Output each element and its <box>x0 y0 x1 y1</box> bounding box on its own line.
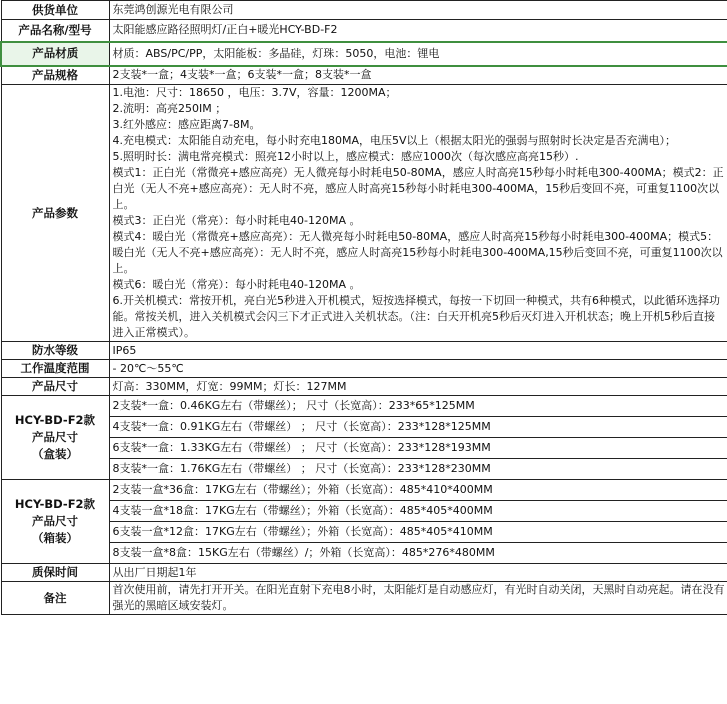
remarks-value: 首次使用前，请先打开开关。在阳光直射下充电8小时，太阳能灯是自动感应灯，有光时自动关闭，天黑时自动亮起。请在没有强光的黑暗区域安装灯。 <box>109 582 727 615</box>
box-item: 8支装*一盒：1.76KG左右（带螺丝） ； 尺寸（长宽高）：233*128*230MM <box>109 459 727 480</box>
box-label <box>1 396 109 480</box>
row-size <box>1 378 727 396</box>
box-label-line: （盒装） <box>32 447 78 461</box>
material-label: 产品材质 <box>1 42 109 66</box>
row-carton <box>1 501 727 522</box>
model-value: 太阳能感应路径照明灯/正白+暖光HCY-BD-F2 <box>109 20 727 42</box>
row-waterproof <box>1 342 727 360</box>
row-carton <box>1 543 727 564</box>
spec-label: 产品规格 <box>1 66 109 85</box>
waterproof-label: 防水等级 <box>1 342 109 360</box>
carton-label-line: （箱装） <box>32 531 78 545</box>
row-box <box>1 459 727 480</box>
params-value <box>109 85 727 342</box>
box-item: 2支装*一盒：0.46KG左右（带螺丝）； 尺寸（长宽高）：233*65*125MM <box>109 396 727 417</box>
carton-item: 4支装一盒*18盒：17KG左右（带螺丝）；外箱（长宽高）：485*405*400MM <box>109 501 727 522</box>
material-value: 材质：ABS/PC/PP，太阳能板：多晶硅，灯珠：5050，电池：锂电 <box>109 42 727 66</box>
box-label-line: HCY-BD-F2款 <box>14 413 96 427</box>
param-line: 3.红外感应：感应距离7-8M。 <box>112 118 261 131</box>
size-label: 产品尺寸 <box>1 378 109 396</box>
row-params <box>1 85 727 342</box>
row-supplier <box>1 1 727 20</box>
param-line: 4.充电模式：太阳能自动充电，每小时充电180MA，电压5V以上（根据太阳光的强弱与照射时长决定是否充满电）； <box>112 134 677 147</box>
supplier-label: 供货单位 <box>1 1 109 20</box>
param-line: 2.流明：高亮250IM ； <box>112 102 227 115</box>
model-label: 产品名称/型号 <box>1 20 109 42</box>
params-label: 产品参数 <box>1 85 109 342</box>
temperature-value: - 20℃～55℃ <box>109 360 727 378</box>
param-line: 模式4：暖白光（常微亮+感应高亮）：无人微亮每小时耗电50-80MA，感应人时高亮15秒每小时耗电300-400MA；模式5：暖白光（无人不亮+感应高亮）：无人时不亮，感应人时高亮15秒每小时耗电300-400MA,15秒后变回不亮，可重复1100次以上。 <box>112 230 723 275</box>
row-spec <box>1 66 727 85</box>
size-value: 灯高：330MM，灯宽：99MM；灯长：127MM <box>109 378 727 396</box>
carton-item: 8支装一盒*8盒：15KG左右（带螺丝）/；外箱（长宽高）：485*276*480MM <box>109 543 727 564</box>
spec-value: 2支装*一盒；4支装*一盒；6支装*一盒；8支装*一盒 <box>109 66 727 85</box>
row-box <box>1 438 727 459</box>
carton-label <box>1 480 109 564</box>
row-box <box>1 396 727 417</box>
box-label-line: 产品尺寸 <box>32 430 78 444</box>
row-temperature <box>1 360 727 378</box>
box-item: 6支装*一盒：1.33KG左右（带螺丝） ； 尺寸（长宽高）：233*128*193MM <box>109 438 727 459</box>
row-material <box>1 42 727 66</box>
row-box <box>1 417 727 438</box>
row-warranty <box>1 564 727 582</box>
param-line: 模式6：暖白光（常亮）：每小时耗电40-120MA 。 <box>112 278 361 291</box>
warranty-label: 质保时间 <box>1 564 109 582</box>
param-line: 模式3：正白光（常亮）：每小时耗电40-120MA 。 <box>112 214 361 227</box>
row-carton <box>1 480 727 501</box>
param-line: 6.开关机模式：常按开机，亮白光5秒进入开机模式，短按选择模式，每按一下切回一种模式，共有6种模式，以此循环选择功能。常按关机，进入关机模式会闪三下才正式进入关机状态。（注：白天开机亮5秒后灭灯进入开机状态；晚上开机5秒后直接进入正常模式）。 <box>112 294 720 339</box>
supplier-value: 东莞鸿创源光电有限公司 <box>109 1 727 20</box>
carton-item: 6支装一盒*12盒：17KG左右（带螺丝）；外箱（长宽高）：485*405*410MM <box>109 522 727 543</box>
box-item: 4支装*一盒：0.91KG左右（带螺丝） ； 尺寸（长宽高）：233*128*125MM <box>109 417 727 438</box>
row-carton <box>1 522 727 543</box>
carton-label-line: 产品尺寸 <box>32 514 78 528</box>
param-line: 模式1：正白光（常微亮+感应高亮）无人微亮每小时耗电50-80MA，感应人时高亮15秒每小时耗电300-400MA；模式2：正白光（无人不亮+感应高亮）：无人时不亮，感应人时高亮15秒每小时耗电300-400MA，15秒后变回不亮，可重复1100次以上。 <box>112 166 724 211</box>
carton-item: 2支装一盒*36盒：17KG左右（带螺丝）；外箱（长宽高）：485*410*400MM <box>109 480 727 501</box>
waterproof-value: IP65 <box>109 342 727 360</box>
warranty-value: 从出厂日期起1年 <box>109 564 727 582</box>
row-remarks <box>1 582 727 615</box>
row-model <box>1 20 727 42</box>
carton-label-line: HCY-BD-F2款 <box>14 497 96 511</box>
param-line: 1.电池：尺寸：18650 ，电压：3.7V，容量：1200MA； <box>112 86 397 99</box>
remarks-label: 备注 <box>1 582 109 615</box>
temperature-label: 工作温度范围 <box>1 360 109 378</box>
param-line: 5.照明时长：满电常亮模式：照亮12小时以上，感应模式：感应1000次（每次感应高亮15秒）. <box>112 150 579 163</box>
